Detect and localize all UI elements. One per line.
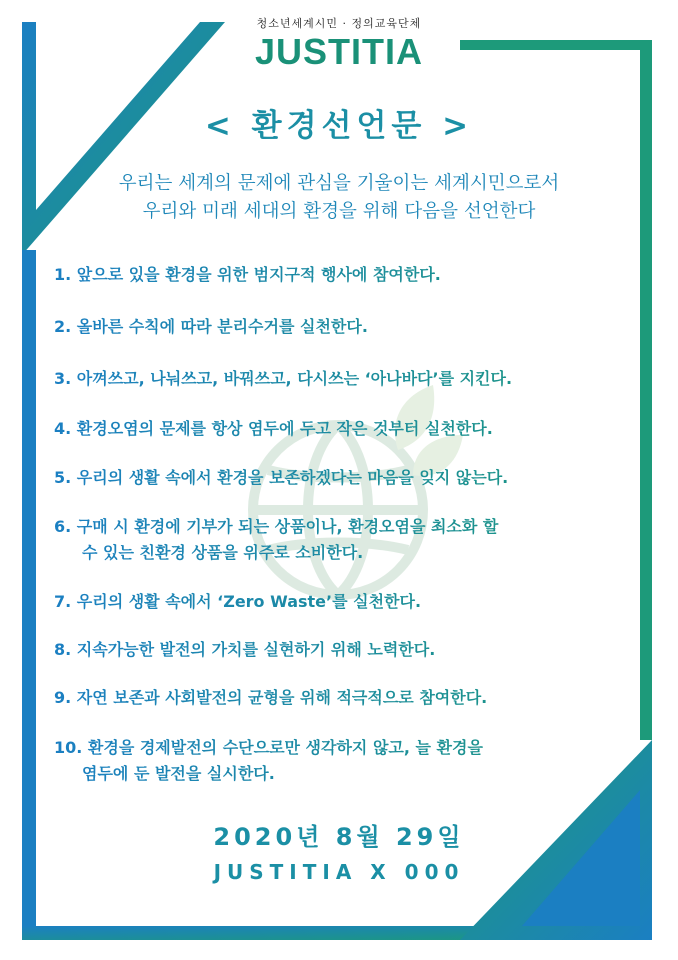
declaration-item-1	[54, 262, 654, 288]
declaration-item-continuation: 염두에 둔 발전을 실시한다.	[82, 764, 275, 783]
declaration-item-text: 10. 환경을 경제발전의 수단으로만 생각하지 않고, 늘 환경을	[54, 738, 483, 757]
declaration-item-8	[54, 637, 654, 663]
declaration-date: 2020년 8월 29일	[213, 823, 465, 851]
declaration-item-4	[54, 416, 654, 442]
declaration-item-text: 6. 구매 시 환경에 기부가 되는 상품이나, 환경오염을 최소화 할	[54, 517, 499, 536]
declaration-item-text: 2. 올바른 수칙에 따라 분리수거를 실천한다.	[54, 317, 368, 336]
organization-subtitle: 청소년세계시민 · 정의교육단체	[256, 17, 422, 30]
declaration-item-continuation: 수 있는 친환경 상품을 위주로 소비한다.	[82, 543, 364, 562]
declaration-item-2	[54, 314, 654, 340]
declaration-item-text: 9. 자연 보존과 사회발전의 균형을 위해 적극적으로 참여한다.	[54, 688, 488, 707]
justitia-logo: JUSTITIA	[254, 31, 423, 72]
page-title: < 환경선언문 >	[204, 108, 474, 144]
intro-line-1: 우리는 세계의 문제에 관심을 기울이는 세계시민으로서	[118, 173, 560, 194]
declaration-item-5	[54, 465, 654, 491]
declaration-item-10	[54, 735, 654, 787]
declaration-item-text: 8. 지속가능한 발전의 가치를 실현하기 위해 노력한다.	[54, 640, 436, 659]
intro-text	[0, 170, 678, 226]
declaration-item-text: 1. 앞으로 있을 환경을 위한 범지구적 행사에 참여한다.	[54, 265, 441, 284]
declaration-signature: JUSTITIA X 000	[213, 860, 465, 884]
earth-leaf-watermark-icon	[238, 380, 468, 610]
declaration-item-text: 3. 아껴쓰고, 나눠쓰고, 바꿔쓰고, 다시쓰는 ‘아나바다’를 지킨다.	[54, 369, 513, 388]
declaration-item-3	[54, 366, 654, 392]
declaration-item-text: 4. 환경오염의 문제를 항상 염두에 두고 작은 것부터 실천한다.	[54, 419, 493, 438]
declaration-item-6	[54, 514, 654, 566]
declaration-item-7	[54, 589, 654, 615]
intro-line-2: 우리와 미래 세대의 환경을 위해 다음을 선언한다	[142, 201, 536, 222]
declaration-item-text: 5. 우리의 생활 속에서 환경을 보존하겠다는 마음을 잊지 않는다.	[54, 468, 509, 487]
declaration-item-text: 7. 우리의 생활 속에서 ‘Zero Waste’를 실천한다.	[54, 592, 422, 611]
declaration-item-9	[54, 685, 654, 711]
